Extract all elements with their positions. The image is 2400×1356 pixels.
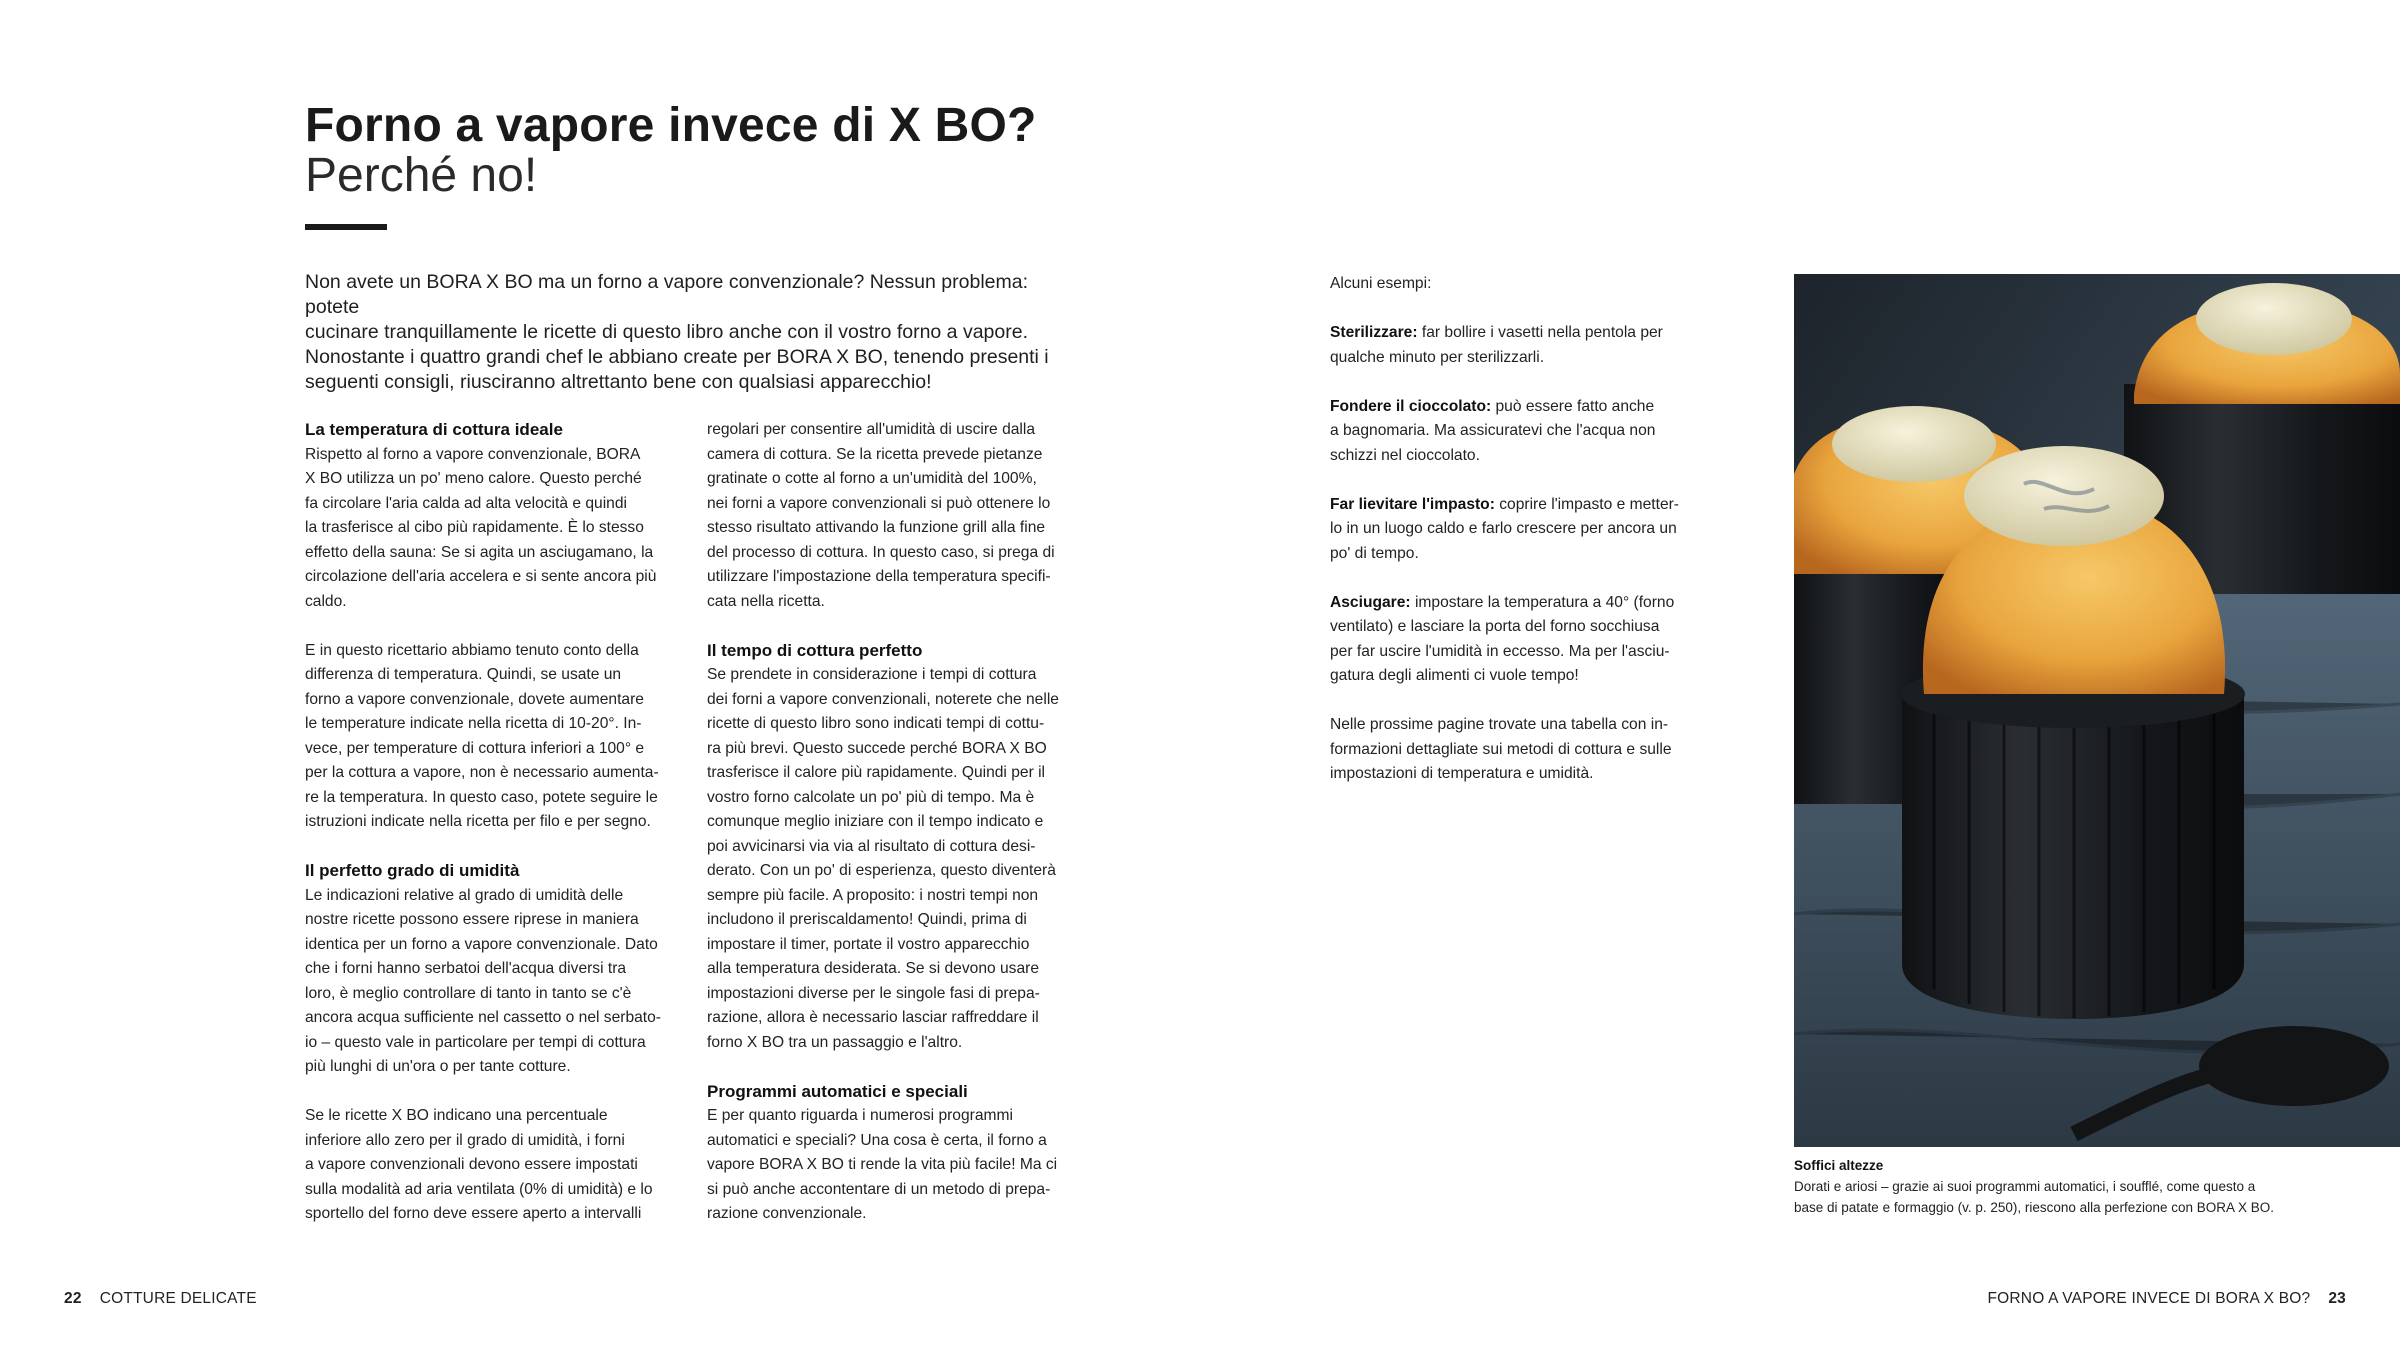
- example-lievitare: [1330, 493, 1700, 567]
- text-line: coprire l'impasto e metter-: [1494, 495, 1680, 513]
- text-line: po' di tempo.: [1330, 544, 1419, 562]
- section-heading-umidita: Il perfetto grado di umidità: [305, 861, 520, 880]
- examples-outro: [1330, 713, 1700, 787]
- example-term: Sterilizzare:: [1330, 324, 1418, 341]
- text-line: poi avvicinarsi via via al risultato di cottura desi-: [707, 837, 1036, 855]
- text-line: trasferisce il calore più rapidamente. Quindi per il: [707, 764, 1046, 781]
- text-line: a vapore convenzionali devono essere impostati: [305, 1156, 638, 1173]
- paragraph-differenza: [305, 639, 675, 835]
- section-label-right: FORNO A VAPORE INVECE DI BORA X BO?: [1987, 1290, 2311, 1307]
- page-number-right: 23: [2328, 1290, 2346, 1307]
- text-line: comunque meglio iniziare con il tempo indicato e: [707, 813, 1044, 830]
- text-line: Se le ricette X BO indicano una percentuale: [305, 1107, 608, 1124]
- text-line: impostare la temperatura a 40° (forno: [1410, 593, 1675, 611]
- section-heading-tempo: Il tempo di cottura perfetto: [707, 640, 923, 660]
- text-line: alla temperatura desiderata. Se si devono usare: [707, 960, 1039, 977]
- text-line: Nelle prossime pagine trovate una tabella con in-: [1330, 716, 1669, 733]
- souffle-illustration: [1794, 274, 2400, 1147]
- text-line: dei forni a vapore convenzionali, noterete che nelle: [707, 690, 1059, 708]
- text-line: stesso risultato attivando la funzione grill alla fine: [707, 519, 1046, 536]
- text-line: E in questo ricettario abbiamo tenuto conto della: [305, 641, 639, 659]
- text-line: razione convenzionale.: [707, 1205, 867, 1222]
- text-line: per la cottura a vapore, non è necessario aumenta-: [305, 764, 659, 781]
- text-line: del processo di cottura. In questo caso, si prega di: [707, 543, 1055, 561]
- text-line: più lunghi di un'ora o per tante cotture.: [305, 1058, 571, 1075]
- text-line: qualche minuto per sterilizzarli.: [1330, 348, 1545, 366]
- text-line: impostazioni di temperatura e umidità.: [1330, 765, 1594, 782]
- text-line: ancora acqua sufficiente nel cassetto o nel serbato-: [305, 1009, 661, 1026]
- text-line: camera di cottura. Se la ricetta prevede pietanze: [707, 445, 1043, 463]
- paragraph-temperatura: [305, 443, 675, 615]
- text-line: la trasferisce al cibo più rapidamente. È lo stesso: [305, 519, 644, 536]
- paragraph-programmi: [707, 1104, 1077, 1227]
- text-line: re la temperatura. In questo caso, potete seguire le: [305, 788, 658, 806]
- text-line: per far uscire l'umidità in eccesso. Ma per l'asciu-: [1330, 642, 1670, 660]
- text-line: E per quanto riguarda i numerosi programmi: [707, 1107, 1013, 1124]
- text-line: razione, allora è necessario lasciar raffreddare il: [707, 1009, 1039, 1026]
- text-line: far bollire i vasetti nella pentola per: [1417, 324, 1663, 341]
- caption-line: base di patate e formaggio (v. p. 250), riescono alla perfezione con BORA X BO.: [1794, 1200, 2275, 1215]
- cheese-slice: [2196, 283, 2352, 355]
- page-number-left: 22: [64, 1290, 82, 1307]
- footer-right: [1987, 1289, 2346, 1309]
- caption-text: [1794, 1176, 2354, 1218]
- example-term: Far lievitare l'impasto:: [1330, 495, 1495, 513]
- text-line: si può anche accontentare di un metodo di prepa-: [707, 1180, 1051, 1198]
- text-line: lo in un luogo caldo e farlo crescere per ancora un: [1330, 520, 1677, 537]
- text-line: vapore BORA X BO ti rende la vita più facile! Ma ci: [707, 1156, 1058, 1173]
- intro-line: Non avete un BORA X BO ma un forno a vapore convenzionale? Nessun problema: potete: [305, 271, 1029, 318]
- text-line: che i forni hanno serbatoi dell'acqua diversi tra: [305, 960, 627, 977]
- souffle-photo: [1794, 274, 2400, 1147]
- text-line: sempre più facile. A proposito: i nostri tempi non: [707, 886, 1039, 904]
- text-line: gatura degli alimenti ci vuole tempo!: [1330, 667, 1579, 684]
- section-label-left: COTTURE DELICATE: [99, 1290, 257, 1307]
- text-line: vece, per temperature di cottura inferiori a 100° e: [305, 739, 645, 757]
- text-line: X BO utilizza un po' meno calore. Questo perché: [305, 470, 642, 487]
- examples-lead: Alcuni esempi:: [1330, 275, 1432, 292]
- text-line: circolazione dell'aria accelera e si sente ancora più: [305, 568, 657, 585]
- paragraph-continuazione: [707, 418, 1077, 614]
- text-line: sulla modalità ad aria ventilata (0% di umidità) e lo: [305, 1180, 653, 1198]
- text-line: automatici e speciali? Una cosa è certa, il forno a: [707, 1131, 1047, 1149]
- text-column-2: [707, 418, 1077, 1227]
- example-term: Fondere il cioccolato:: [1330, 397, 1492, 415]
- text-line: può essere fatto anche: [1491, 397, 1655, 415]
- text-line: Rispetto al forno a vapore convenzionale, BORA: [305, 445, 641, 463]
- text-line: nostre ricette possono essere riprese in maniera: [305, 911, 639, 928]
- text-line: vostro forno calcolate un po' più di tempo. Ma è: [707, 788, 1035, 806]
- text-line: impostazioni diverse per le singole fasi di prepa-: [707, 984, 1040, 1002]
- text-line: nei forni a vapore convenzionali si può ottenere lo: [707, 494, 1051, 512]
- intro-line: Nonostante i quattro grandi chef le abbiano create per BORA X BO, tenendo presenti i: [305, 346, 1049, 368]
- text-line: effetto della sauna: Se si agita un asciugamano, la: [305, 543, 654, 561]
- text-line: inferiore allo zero per il grado di umidità, i forni: [305, 1131, 625, 1149]
- text-column-examples: [1330, 272, 1700, 787]
- text-line: istruzioni indicate nella ricetta per filo e per segno.: [305, 813, 651, 830]
- text-line: cata nella ricetta.: [707, 592, 825, 610]
- text-line: a bagnomaria. Ma assicuratevi che l'acqua non: [1330, 422, 1656, 439]
- example-sterilizzare: [1330, 321, 1700, 370]
- text-line: Se prendete in considerazione i tempi di cottura: [707, 666, 1037, 683]
- paragraph-percentuale: [305, 1104, 675, 1227]
- example-asciugare: [1330, 591, 1700, 689]
- caption-title: Soffici altezze: [1794, 1158, 1884, 1173]
- text-line: regolari per consentire all'umidità di uscire dalla: [707, 421, 1036, 438]
- text-line: impostare il timer, portate il vostro apparecchio: [707, 935, 1030, 953]
- spoon-bowl: [2199, 1026, 2389, 1106]
- page-subtitle: Perché no!: [305, 149, 538, 202]
- footer-left: [64, 1289, 257, 1309]
- text-line: includono il preriscaldamento! Quindi, prima di: [707, 911, 1027, 928]
- text-line: io – questo vale in particolare per tempi di cottura: [305, 1033, 646, 1051]
- cheese-slice: [1964, 446, 2164, 546]
- text-line: ra più brevi. Questo succede perché BORA X BO: [707, 739, 1047, 757]
- section-heading-temperatura: La temperatura di cottura ideale: [305, 420, 563, 439]
- title-underline-rule: [305, 224, 387, 230]
- example-fondere: [1330, 395, 1700, 469]
- section-heading-programmi: Programmi automatici e speciali: [707, 1081, 968, 1101]
- text-line: formazioni dettagliate sui metodi di cottura e sulle: [1330, 740, 1672, 758]
- text-line: identica per un forno a vapore convenzionale. Dato: [305, 935, 658, 953]
- cheese-slice: [1832, 406, 1996, 482]
- text-line: derato. Con un po' di esperienza, questo diventerà: [707, 862, 1056, 879]
- text-line: le temperature indicate nella ricetta di 10-20°. In-: [305, 715, 642, 732]
- text-line: ventilato) e lasciare la porta del forno socchiusa: [1330, 618, 1660, 635]
- text-line: ricette di questo libro sono indicati tempi di cottu-: [707, 715, 1045, 732]
- text-line: caldo.: [305, 592, 347, 610]
- text-line: sportello del forno deve essere aperto a intervalli: [305, 1205, 642, 1222]
- intro-line: seguenti consigli, riusciranno altrettanto bene con qualsiasi apparecchio!: [305, 371, 932, 393]
- text-line: loro, è meglio controllare di tanto in tanto se c'è: [305, 984, 632, 1002]
- paragraph-tempo: [707, 663, 1077, 1055]
- page-title: Forno a vapore invece di X BO?: [305, 99, 1037, 152]
- text-line: forno X BO tra un passaggio e l'altro.: [707, 1033, 963, 1051]
- text-line: utilizzare l'impostazione della temperatura specifi-: [707, 568, 1051, 585]
- text-line: schizzi nel cioccolato.: [1330, 446, 1480, 464]
- text-line: Le indicazioni relative al grado di umidità delle: [305, 886, 624, 904]
- text-line: forno a vapore convenzionale, dovete aumentare: [305, 690, 644, 708]
- text-column-1: [305, 418, 675, 1227]
- paragraph-umidita: [305, 884, 675, 1080]
- text-line: fa circolare l'aria calda ad alta velocità e quindi: [305, 494, 627, 512]
- photo-caption: [1794, 1155, 2354, 1218]
- example-term: Asciugare:: [1330, 593, 1411, 611]
- caption-line: Dorati e ariosi – grazie ai suoi programmi automatici, i soufflé, come questo a: [1794, 1179, 2256, 1194]
- intro-line: cucinare tranquillamente le ricette di questo libro anche con il vostro forno a vapore.: [305, 321, 1028, 343]
- intro-paragraph: [305, 270, 1075, 395]
- text-line: differenza di temperatura. Quindi, se usate un: [305, 666, 622, 683]
- text-line: gratinate o cotte al forno a un'umidità del 100%,: [707, 470, 1037, 487]
